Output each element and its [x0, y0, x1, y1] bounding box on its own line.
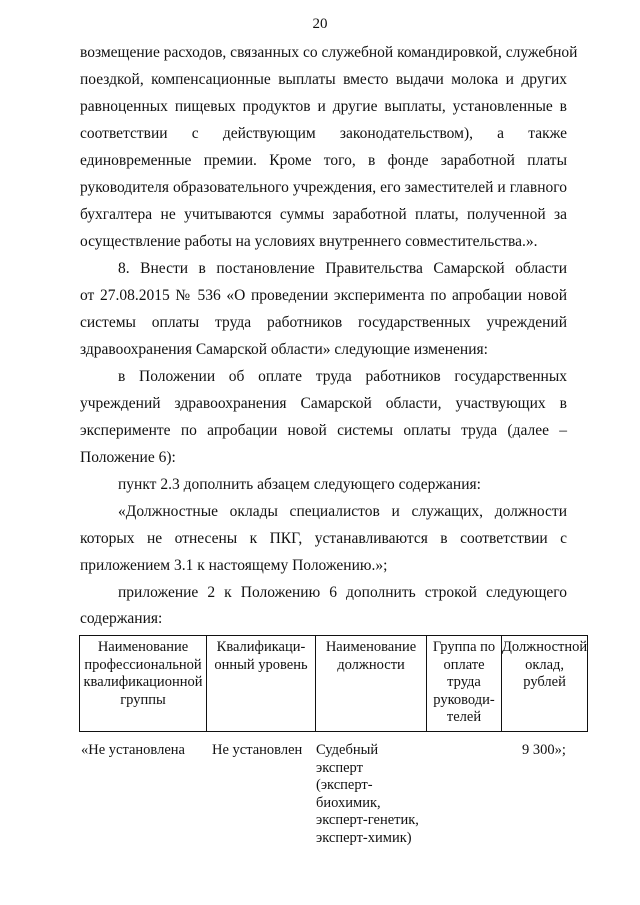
cell-position: Судебный эксперт (эксперт- биохимик, эксперт-генетик, эксперт-химик) [316, 742, 419, 846]
header-position: Наименование должности [316, 636, 427, 732]
paragraph-start: пункт 2.3 дополнить абзацем следующего содержания: [118, 476, 481, 493]
text-line: учреждений здравоохранения Самарской области, участвующих в [80, 395, 567, 412]
table-header-row [80, 636, 588, 732]
text-line: здравоохранения Самарской области» следующие изменения: [80, 341, 488, 358]
page-number: 20 [312, 16, 328, 32]
paragraph-start: в Положении об оплате труда работников государственных [118, 368, 567, 385]
text-line: бухгалтера не учитываются суммы заработной платы, полученной за [80, 206, 567, 223]
text-line: руководителя образовательного учреждения, его заместителей и главного [80, 179, 567, 196]
cell-level: Не установлен [212, 742, 303, 758]
text-line: от 27.08.2015 № 536 «О проведении эксперимента по апробации новой [80, 287, 567, 304]
salary-table [79, 635, 588, 732]
header-group: Наименование профессиональной квалификационной группы [80, 636, 207, 732]
text-line: равноценных пищевых продуктов и другие выплаты, установленные в [80, 98, 567, 115]
header-level: Квалификаци- онный уровень [207, 636, 316, 732]
text-line: поездкой, компенсационные выплаты вместо выдачи молока и других [80, 71, 567, 88]
text-line: которых не отнесены к ПКГ, устанавливаются в соответствии с [80, 530, 567, 547]
header-salary: Должностной оклад, рублей [502, 636, 588, 732]
header-pay-group: Группа по оплате труда руководи- телей [427, 636, 502, 732]
text-line: эксперименте по апробации новой системы оплаты труда (далее – [80, 422, 567, 439]
text-line: возмещение расходов, связанных со служебной командировкой, служебной [80, 44, 578, 61]
text-line: Положение 6): [80, 449, 176, 466]
text-line: системы оплаты труда работников государственных учреждений [80, 314, 567, 331]
text-line: содержания: [80, 610, 163, 627]
paragraph-start: 8. Внести в постановление Правительства Самарской области [118, 260, 567, 277]
cell-group: «Не установлена [81, 742, 185, 758]
text-line: приложением 3.1 к настоящему Положению.»; [80, 557, 388, 574]
paragraph-start: «Должностные оклады специалистов и служащих, должности [118, 503, 567, 520]
cell-salary: 9 300»; [522, 742, 566, 758]
text-line: единовременные премии. Кроме того, в фонде заработной платы [80, 152, 567, 169]
text-line: соответствии с действующим законодательством), а также [80, 125, 567, 142]
paragraph-start: приложение 2 к Положению 6 дополнить строкой следующего [118, 584, 567, 601]
text-line: осуществление работы на условиях внутреннего совместительства.». [80, 233, 538, 250]
